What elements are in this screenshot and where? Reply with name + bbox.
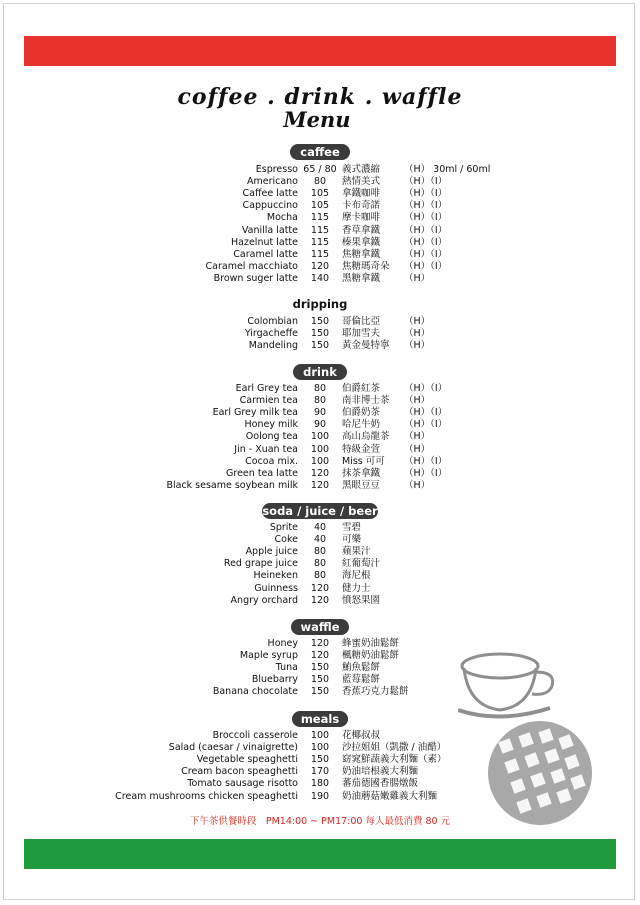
item-price: 150 [310,686,330,698]
item-size: （H）（I） [404,419,448,431]
item-chinese-name: 可樂 [342,534,362,546]
item-name: Heineken [253,570,298,582]
item-price: 115 [310,224,330,236]
coffee-item [0,273,640,285]
item-chinese-name: 高山烏龍茶 [342,431,390,443]
soda-item [0,570,640,582]
item-size: （H） [404,443,431,455]
item-chinese-name: 窈窕鮮蔬義大利麵（素） [342,754,447,766]
item-chinese-name: 憤怒果園 [342,594,381,606]
drink-item [0,431,640,443]
menu-title: coffee . drink . waffle [177,84,463,110]
section-heading-waffle: waffle [291,619,349,635]
item-price: 80 [313,395,327,407]
item-price: 80 [313,570,327,582]
item-name: Cream bacon speaghetti [181,766,298,778]
soda-item [0,522,640,534]
item-size: （H）（I） [404,224,448,236]
item-size: （H） [404,272,431,284]
coffee-cup-icon [458,654,553,717]
item-price: 100 [310,742,330,754]
item-price: 90 [313,407,327,419]
item-price: 115 [310,212,330,224]
item-price: 170 [310,766,330,778]
menu-subtitle: Menu [283,107,351,132]
item-chinese-name: 抹茶拿鐵 [342,467,381,479]
drink-item [0,444,640,456]
item-chinese-name: 伯爵紅茶 [342,383,381,394]
soda-item [0,595,640,607]
item-name: Honey milk [244,419,298,431]
section-heading-dripping: dripping [292,297,348,311]
item-name: Red grape juice [223,558,298,570]
item-size: （H） [404,328,431,340]
item-price: 90 [313,419,327,431]
item-name: Broccoli casserole [212,730,298,741]
item-name: Cocoa mix. [245,455,298,467]
drink-item [0,456,640,468]
item-price: 120 [310,479,330,491]
coffee-item [0,225,640,237]
item-size: （H）（I） [404,236,448,248]
item-name: Caffee latte [242,188,298,200]
item-size: （H）（I） [404,455,448,467]
item-name: Mandeling [248,340,298,352]
dripping-item [0,316,640,328]
drink-item [0,395,640,407]
item-price: 115 [310,236,330,248]
item-price: 40 [313,522,327,533]
item-size: （H） [404,316,431,327]
item-chinese-name: 蘋果汁 [342,546,371,558]
item-price: 100 [310,443,330,455]
item-chinese-name: 楓糖奶油鬆餅 [342,650,400,662]
item-price: 140 [310,272,330,284]
item-size: （H）（I） [404,188,448,200]
drink-item [0,407,640,419]
item-size: （H） 30ml / 60ml [404,164,491,175]
item-price: 120 [310,467,330,479]
item-size: （H）（I） [404,383,448,394]
item-chinese-name: 焦糖瑪奇朵 [342,260,390,272]
drink-item [0,468,640,480]
item-name: Maple syrup [239,650,298,662]
item-price: 115 [310,248,330,260]
item-name: Green tea latte [226,467,298,479]
item-name: Guinness [254,582,298,594]
item-size: （H）（I） [404,467,448,479]
item-name: Tomato sausage risotto [187,778,298,790]
item-price: 80 [313,546,327,558]
item-price: 80 [313,558,327,570]
item-price: 80 [313,176,327,188]
item-chinese-name: 哈尼牛奶 [342,419,381,431]
coffee-item [0,249,640,261]
item-name: Earl Grey milk tea [212,407,298,419]
item-price: 120 [310,260,330,272]
drink-item [0,419,640,431]
item-name: Brown suger latte [213,272,298,284]
item-name: Vanilla latte [241,224,298,236]
item-name: Oolong tea [245,431,298,443]
item-price: 105 [310,188,330,200]
item-size: （H） [404,340,431,352]
item-price: 105 [310,200,330,212]
coffee-waffle-illustration [458,648,618,828]
section-heading-soda: soda / juice / beer [262,504,378,518]
coffee-item [0,261,640,273]
item-chinese-name: 黑眼豆豆 [342,479,381,491]
top-red-band [24,36,616,66]
dripping-item [0,328,640,340]
item-chinese-name: 黑糖拿鐵 [342,272,381,284]
afternoon-tea-note: 下午茶供餐時段 PM14:00 ~ PM17:00 每人最低消費 80 元 [189,816,451,827]
item-chinese-name: 蕃茄德國香腸燉飯 [342,778,419,790]
item-chinese-name: 南非博士茶 [342,395,390,407]
item-name: Mocha [266,212,298,224]
item-chinese-name: 海尼根 [342,570,371,582]
item-price: 190 [310,790,330,802]
item-chinese-name: 奶油培根義大利麵 [342,766,419,778]
item-name: Coke [274,534,298,546]
item-chinese-name: 藍莓鬆餅 [342,674,381,686]
item-chinese-name: 卡布奇諾 [342,200,381,212]
item-chinese-name: 熱情美式 [342,176,381,188]
item-size: （H）（I） [404,212,448,224]
drink-item [0,383,640,395]
waffle-icon [488,721,592,825]
item-chinese-name: 耶加雪夫 [342,328,381,340]
item-chinese-name: 特級金萱 [342,443,381,455]
item-chinese-name: 健力士 [342,582,371,594]
item-chinese-name: 義式濃縮 [342,164,381,175]
soda-item [0,558,640,570]
item-price: 120 [310,582,330,594]
item-price: 120 [310,650,330,662]
item-chinese-name: 蜂蜜奶油鬆餅 [342,638,400,649]
item-name: Earl Grey tea [235,383,298,394]
item-chinese-name: 香草拿鐵 [342,224,381,236]
item-name: Honey [267,638,298,649]
item-chinese-name: 榛果拿鐵 [342,236,381,248]
item-name: Black sesame soybean milk [166,479,298,491]
item-chinese-name: 摩卡咖啡 [342,212,381,224]
item-price: 150 [310,316,330,327]
item-name: Cream mushrooms chicken speaghetti [115,790,298,802]
section-heading-meals: meals [292,711,348,727]
item-size: （H）（I） [404,248,448,260]
item-chinese-name: 鮪魚鬆餅 [342,662,381,674]
item-name: Carmien tea [239,395,298,407]
item-chinese-name: 紅葡萄汁 [342,558,381,570]
item-name: Caramel macchiato [205,260,298,272]
item-name: Hazelnut latte [231,236,298,248]
item-name: Angry orchard [230,594,298,606]
item-chinese-name: 雪碧 [342,522,362,533]
item-name: Tuna [275,662,298,674]
item-chinese-name: 花椰叔叔 [342,730,381,741]
item-name: Banana chocolate [212,686,298,698]
item-name: Sprite [269,522,298,533]
item-chinese-name: Miss 可可 [342,455,385,467]
item-size: （H）（I） [404,260,448,272]
item-name: Colombian [247,316,298,327]
soda-item [0,583,640,595]
item-size: （H） [404,431,431,443]
item-name: Apple juice [245,546,298,558]
item-price: 180 [310,778,330,790]
bottom-green-band [24,839,616,869]
coffee-item [0,212,640,224]
item-chinese-name: 沙拉姐姐（凱撒 / 油醋） [342,742,447,754]
item-price: 150 [310,662,330,674]
item-price: 150 [310,340,330,352]
item-price: 150 [310,754,330,766]
item-price: 100 [310,730,330,741]
item-chinese-name: 焦糖拿鐵 [342,248,381,260]
item-chinese-name: 拿鐵咖啡 [342,188,381,200]
item-price: 150 [310,674,330,686]
item-name: Americano [246,176,298,188]
soda-item [0,546,640,558]
item-name: Vegetable speaghetti [196,754,298,766]
section-heading-coffee: caffee [290,144,350,160]
coffee-item [0,237,640,249]
item-size: （H）（I） [404,200,448,212]
item-chinese-name: 哥倫比亞 [342,316,381,327]
item-chinese-name: 香蕉巧克力鬆餅 [342,686,409,698]
soda-item [0,534,640,546]
item-name: Salad (caesar / vinaigrette) [168,742,298,754]
coffee-item [0,200,640,212]
item-name: Caramel latte [233,248,298,260]
item-price: 120 [310,638,330,649]
item-name: Cappuccino [242,200,298,212]
item-price: 65 / 80 [303,164,337,175]
item-name: Jin - Xuan tea [234,443,298,455]
coffee-item [0,176,640,188]
item-price: 100 [310,431,330,443]
item-size: （H）（I） [404,407,448,419]
item-size: （H） [404,395,431,407]
coffee-item [0,188,640,200]
item-price: 40 [313,534,327,546]
coffee-item [0,164,640,176]
item-price: 150 [310,328,330,340]
item-price: 120 [310,594,330,606]
dripping-item [0,340,640,352]
item-name: Bluebarry [251,674,298,686]
item-name: Yirgacheffe [244,328,298,340]
item-name: Espresso [255,164,298,175]
item-price: 80 [313,383,327,394]
item-chinese-name: 奶油蘑菇嫩雞義大利麵 [342,790,438,802]
drink-item [0,480,640,492]
item-chinese-name: 黃金曼特寧 [342,340,390,352]
item-price: 100 [310,455,330,467]
item-chinese-name: 伯爵奶茶 [342,407,381,419]
item-size: （H）（I） [404,176,448,188]
item-size: （H） [404,479,431,491]
section-heading-drink: drink [293,364,347,380]
